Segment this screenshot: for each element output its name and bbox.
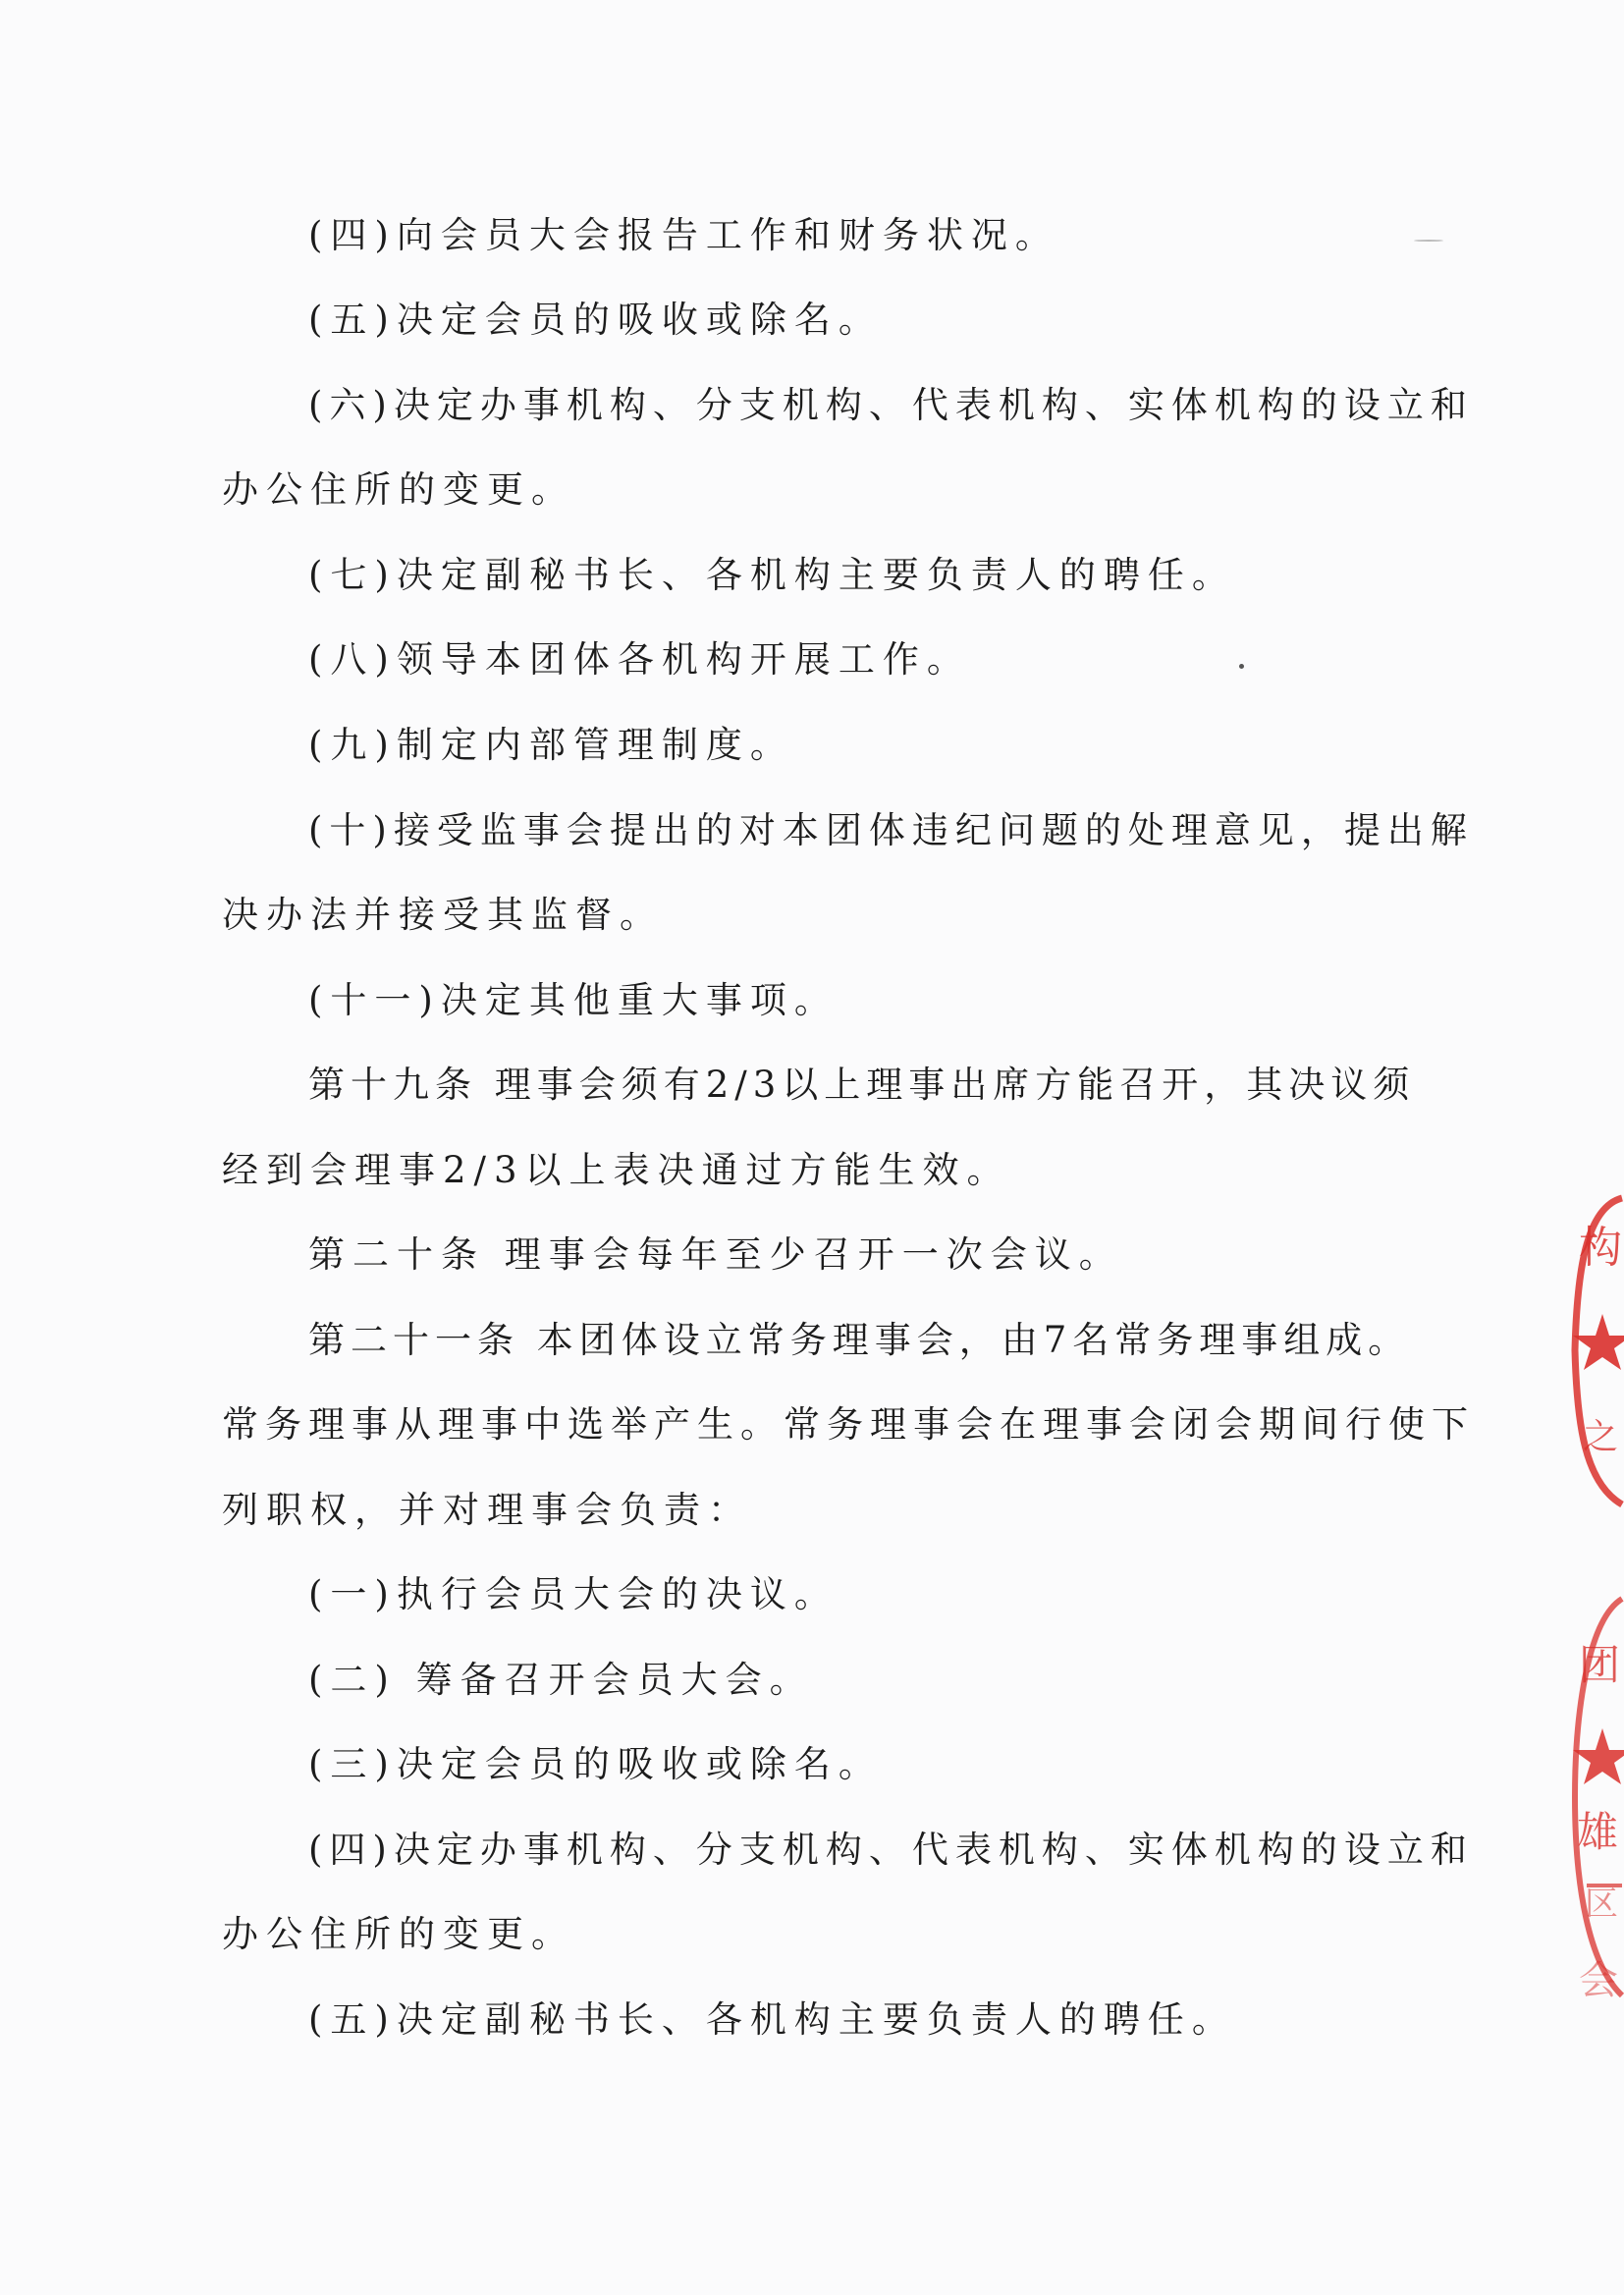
text-line: (四)决定办事机构、分支机构、代表机构、实体机构的设立和 bbox=[308, 1829, 1474, 1871]
text-line: (四)向会员大会报告工作和财务状况。 bbox=[308, 214, 1059, 256]
text-line: 办公住所的变更。 bbox=[222, 1913, 575, 1955]
text-line: 经到会理事2/3以上表决通过方能生效。 bbox=[222, 1149, 1011, 1191]
seal-star-icon bbox=[1573, 1728, 1624, 1784]
text-line: (八)领导本团体各机构开展工作。 bbox=[308, 638, 971, 681]
seal-character: 团 bbox=[1579, 1641, 1621, 1689]
text-line: 第二十一条 本团体设立常务理事会，由7名常务理事组成。 bbox=[308, 1319, 1411, 1361]
text-line: (五)决定会员的吸收或除名。 bbox=[308, 299, 883, 341]
text-line: (二) 筹备召开会员大会。 bbox=[308, 1659, 814, 1701]
text-line: 常务理事从理事中选举产生。常务理事会在理事会闭会期间行使下 bbox=[222, 1403, 1475, 1446]
text-line: (十)接受监事会提出的对本团体违纪问题的处理意见，提出解 bbox=[308, 809, 1474, 851]
text-line: 办公住所的变更。 bbox=[222, 468, 575, 511]
official-seal-upper bbox=[1565, 1188, 1624, 1512]
official-seal-lower bbox=[1565, 1591, 1624, 2003]
scan-speck bbox=[1414, 240, 1443, 242]
seal-character: 区 bbox=[1585, 1885, 1618, 1924]
scan-speck bbox=[1239, 664, 1244, 669]
text-line: (十一)决定其他重大事项。 bbox=[308, 979, 839, 1021]
text-line: 决办法并接受其监督。 bbox=[222, 894, 664, 936]
text-line: (九)制定内部管理制度。 bbox=[308, 724, 794, 766]
text-line: 第十九条 理事会须有2/3以上理事出席方能召开，其决议须 bbox=[308, 1064, 1416, 1106]
text-line: 第二十条 理事会每年至少召开一次会议。 bbox=[308, 1233, 1123, 1276]
text-line: (三)决定会员的吸收或除名。 bbox=[308, 1743, 883, 1785]
text-line: 列职权，并对理事会负责： bbox=[222, 1489, 752, 1531]
seal-star-icon bbox=[1573, 1314, 1624, 1370]
text-line: (一)执行会员大会的决议。 bbox=[308, 1573, 839, 1615]
text-line: (五)决定副秘书长、各机构主要负责人的聘任。 bbox=[308, 1998, 1236, 2041]
seal-character: 会 bbox=[1579, 1958, 1618, 2003]
seal-character: 构 bbox=[1579, 1223, 1622, 1273]
seal-character: 雄 bbox=[1577, 1808, 1619, 1856]
text-line: (六)决定办事机构、分支机构、代表机构、实体机构的设立和 bbox=[308, 384, 1474, 426]
seal-character: 之 bbox=[1583, 1417, 1619, 1457]
text-line: (七)决定副秘书长、各机构主要负责人的聘任。 bbox=[308, 554, 1236, 596]
